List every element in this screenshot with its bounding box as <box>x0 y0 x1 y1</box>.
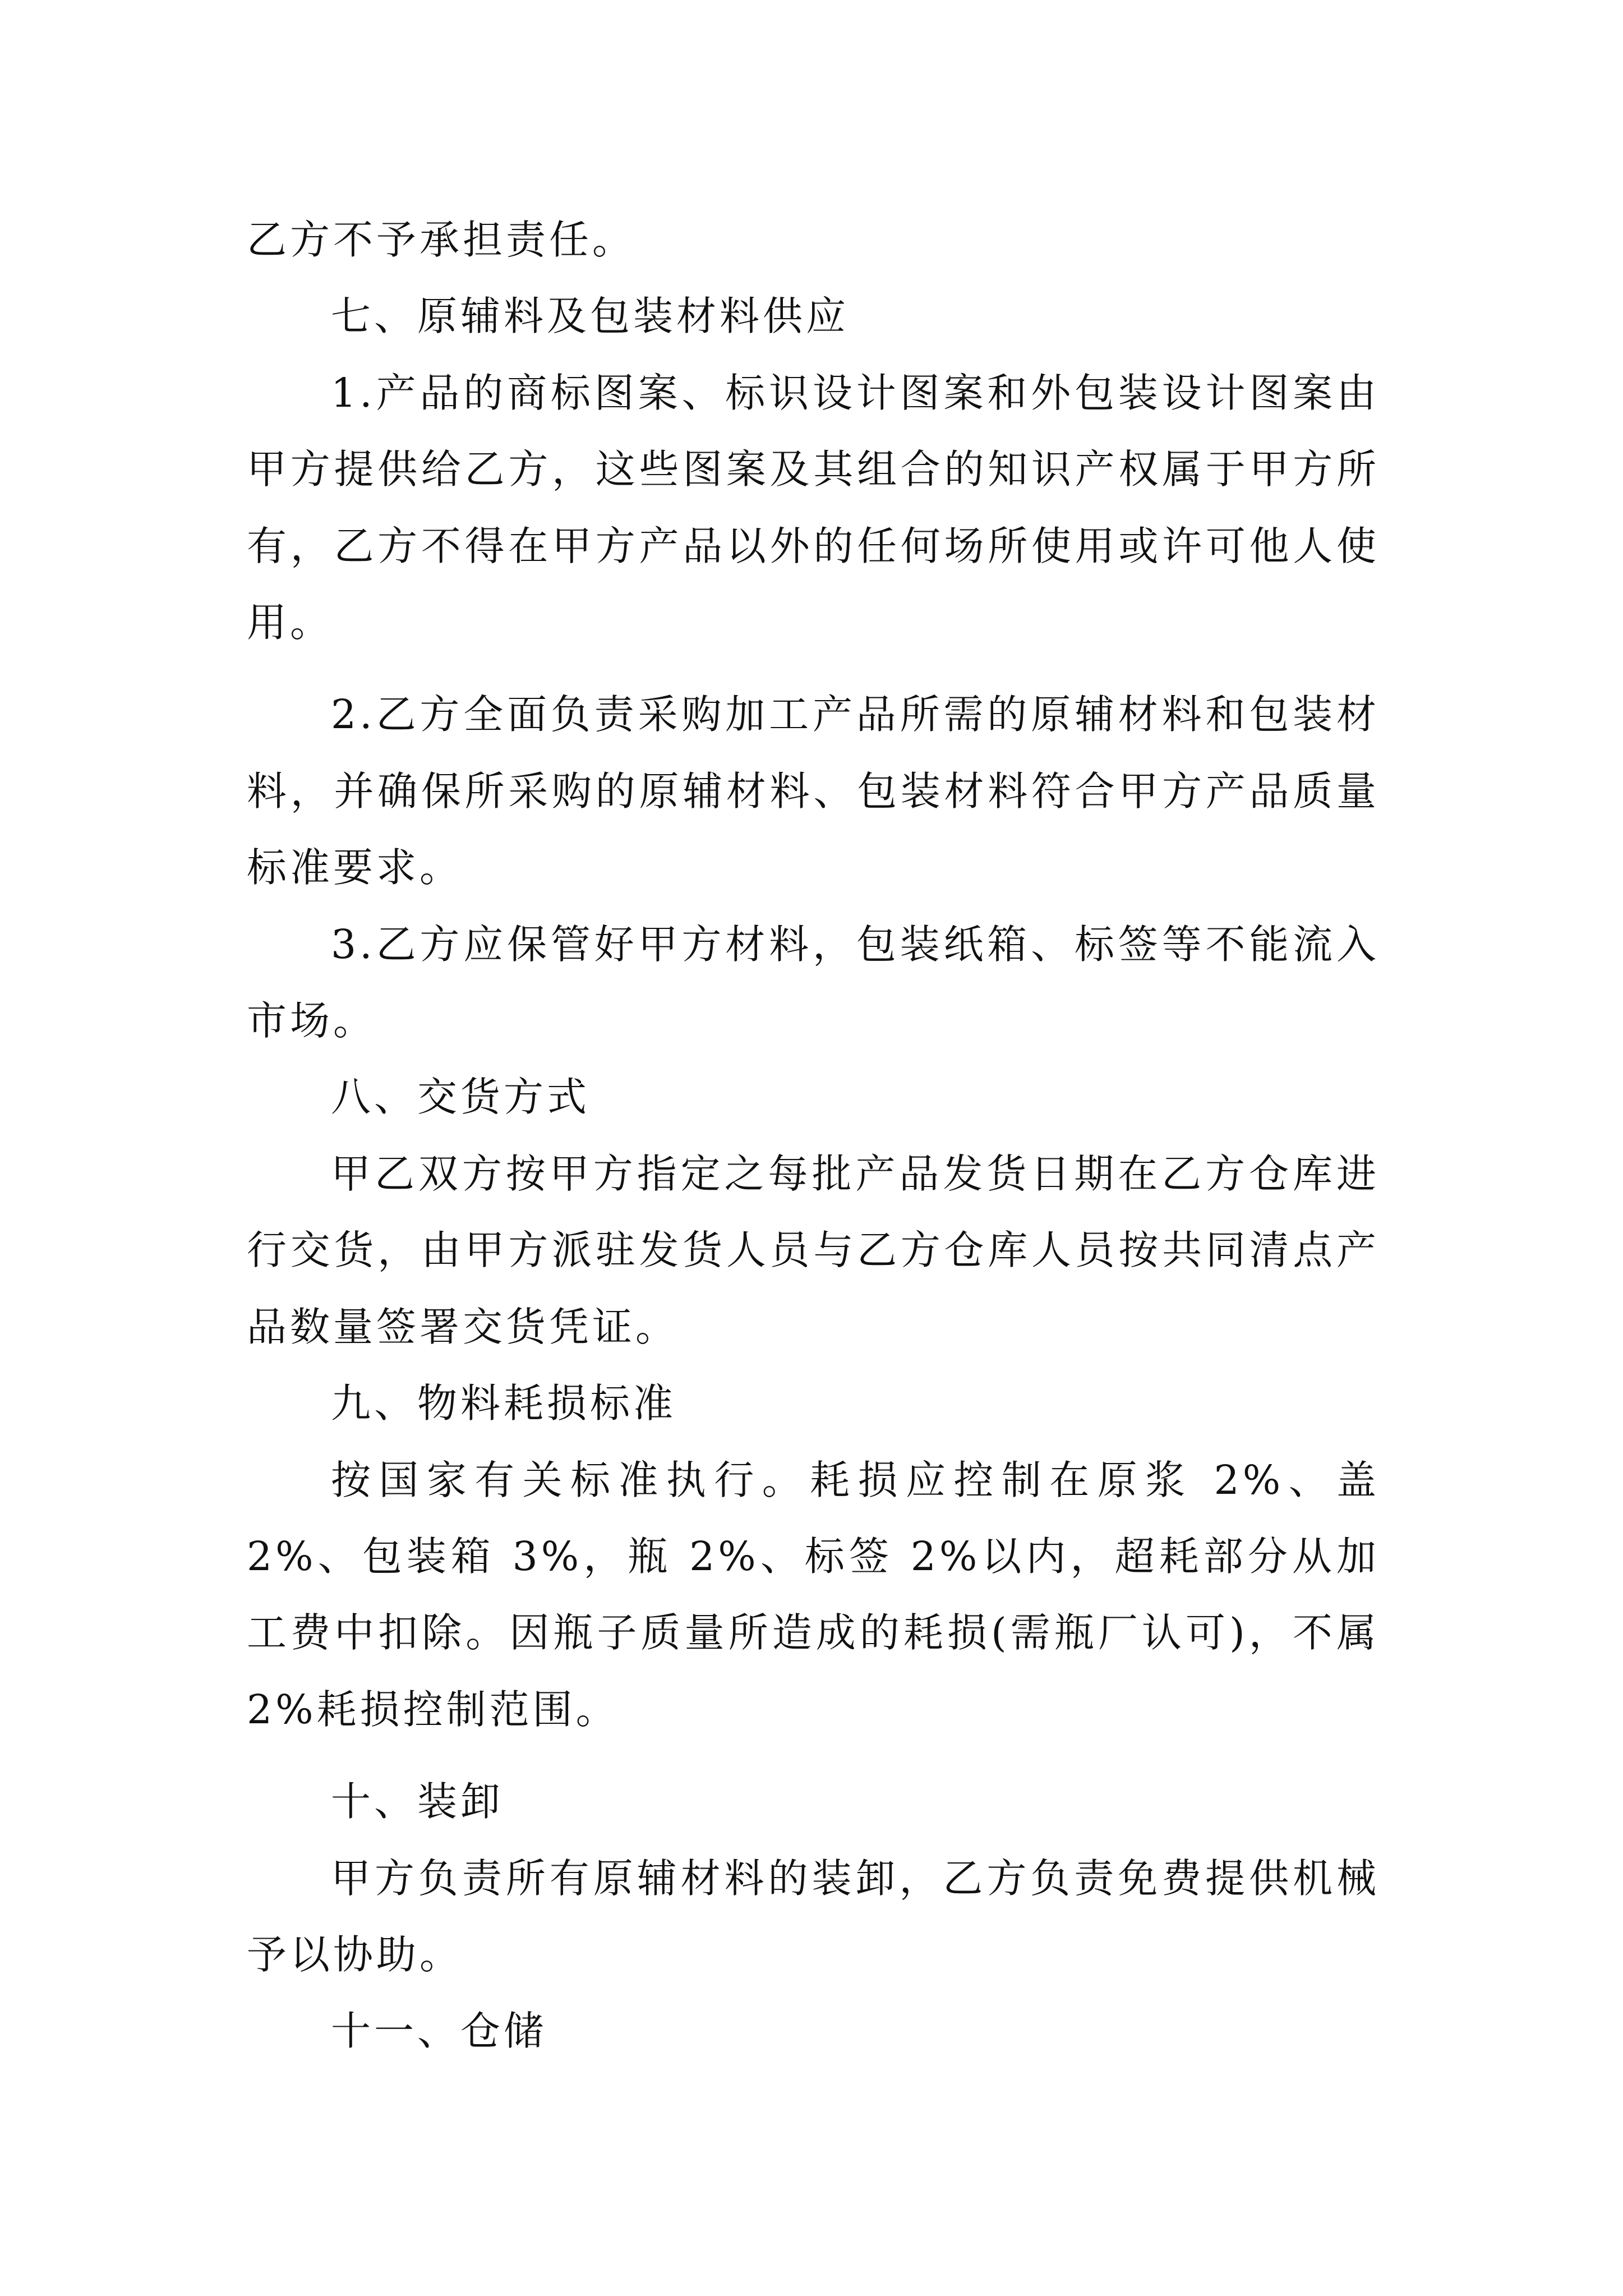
paragraph-8: 甲乙双方按甲方指定之每批产品发货日期在乙方仓库进行交货，由甲方派驻发货人员与乙方仓库人员按共同清点产品数量签署交货凭证。 <box>247 1150 1380 1350</box>
paragraph-10: 甲方负责所有原辅材料的装卸，乙方负责免费提供机械予以协助。 <box>247 1855 1380 1978</box>
paragraph-7-1: 1.产品的商标图案、标识设计图案和外包装设计图案由甲方提供给乙方，这些图案及其组合的知识产权属于甲方所有，乙方不得在甲方产品以外的任何场所使用或许可他人使用。 <box>247 369 1380 646</box>
paragraph-7-3: 3.乙方应保管好甲方材料，包装纸箱、标签等不能流入市场。 <box>247 921 1380 1045</box>
paragraph-9: 按国家有关标准执行。耗损应控制在原浆 2%、盖 2%、包装箱 3%，瓶 2%、标签 2%以内，超耗部分从加工费中扣除。因瓶子质量所造成的耗损(需瓶厂认可)，不属 2%耗损控制范围。 <box>247 1456 1380 1733</box>
section-heading-7: 七、原辅料及包装材料供应 <box>331 293 850 340</box>
paragraph-continuation: 乙方不予承担责任。 <box>247 217 636 263</box>
document-body <box>247 202 1380 2070</box>
section-heading-8: 八、交货方式 <box>331 1074 591 1121</box>
section-heading-10: 十、装卸 <box>331 1778 504 1825</box>
paragraph-7-2: 2.乙方全面负责采购加工产品所需的原辅材料和包装材料，并确保所采购的原辅材料、包装材料符合甲方产品质量标准要求。 <box>247 691 1380 891</box>
section-heading-11: 十一、仓储 <box>331 2008 547 2055</box>
section-heading-9: 九、物料耗损标准 <box>331 1380 677 1427</box>
